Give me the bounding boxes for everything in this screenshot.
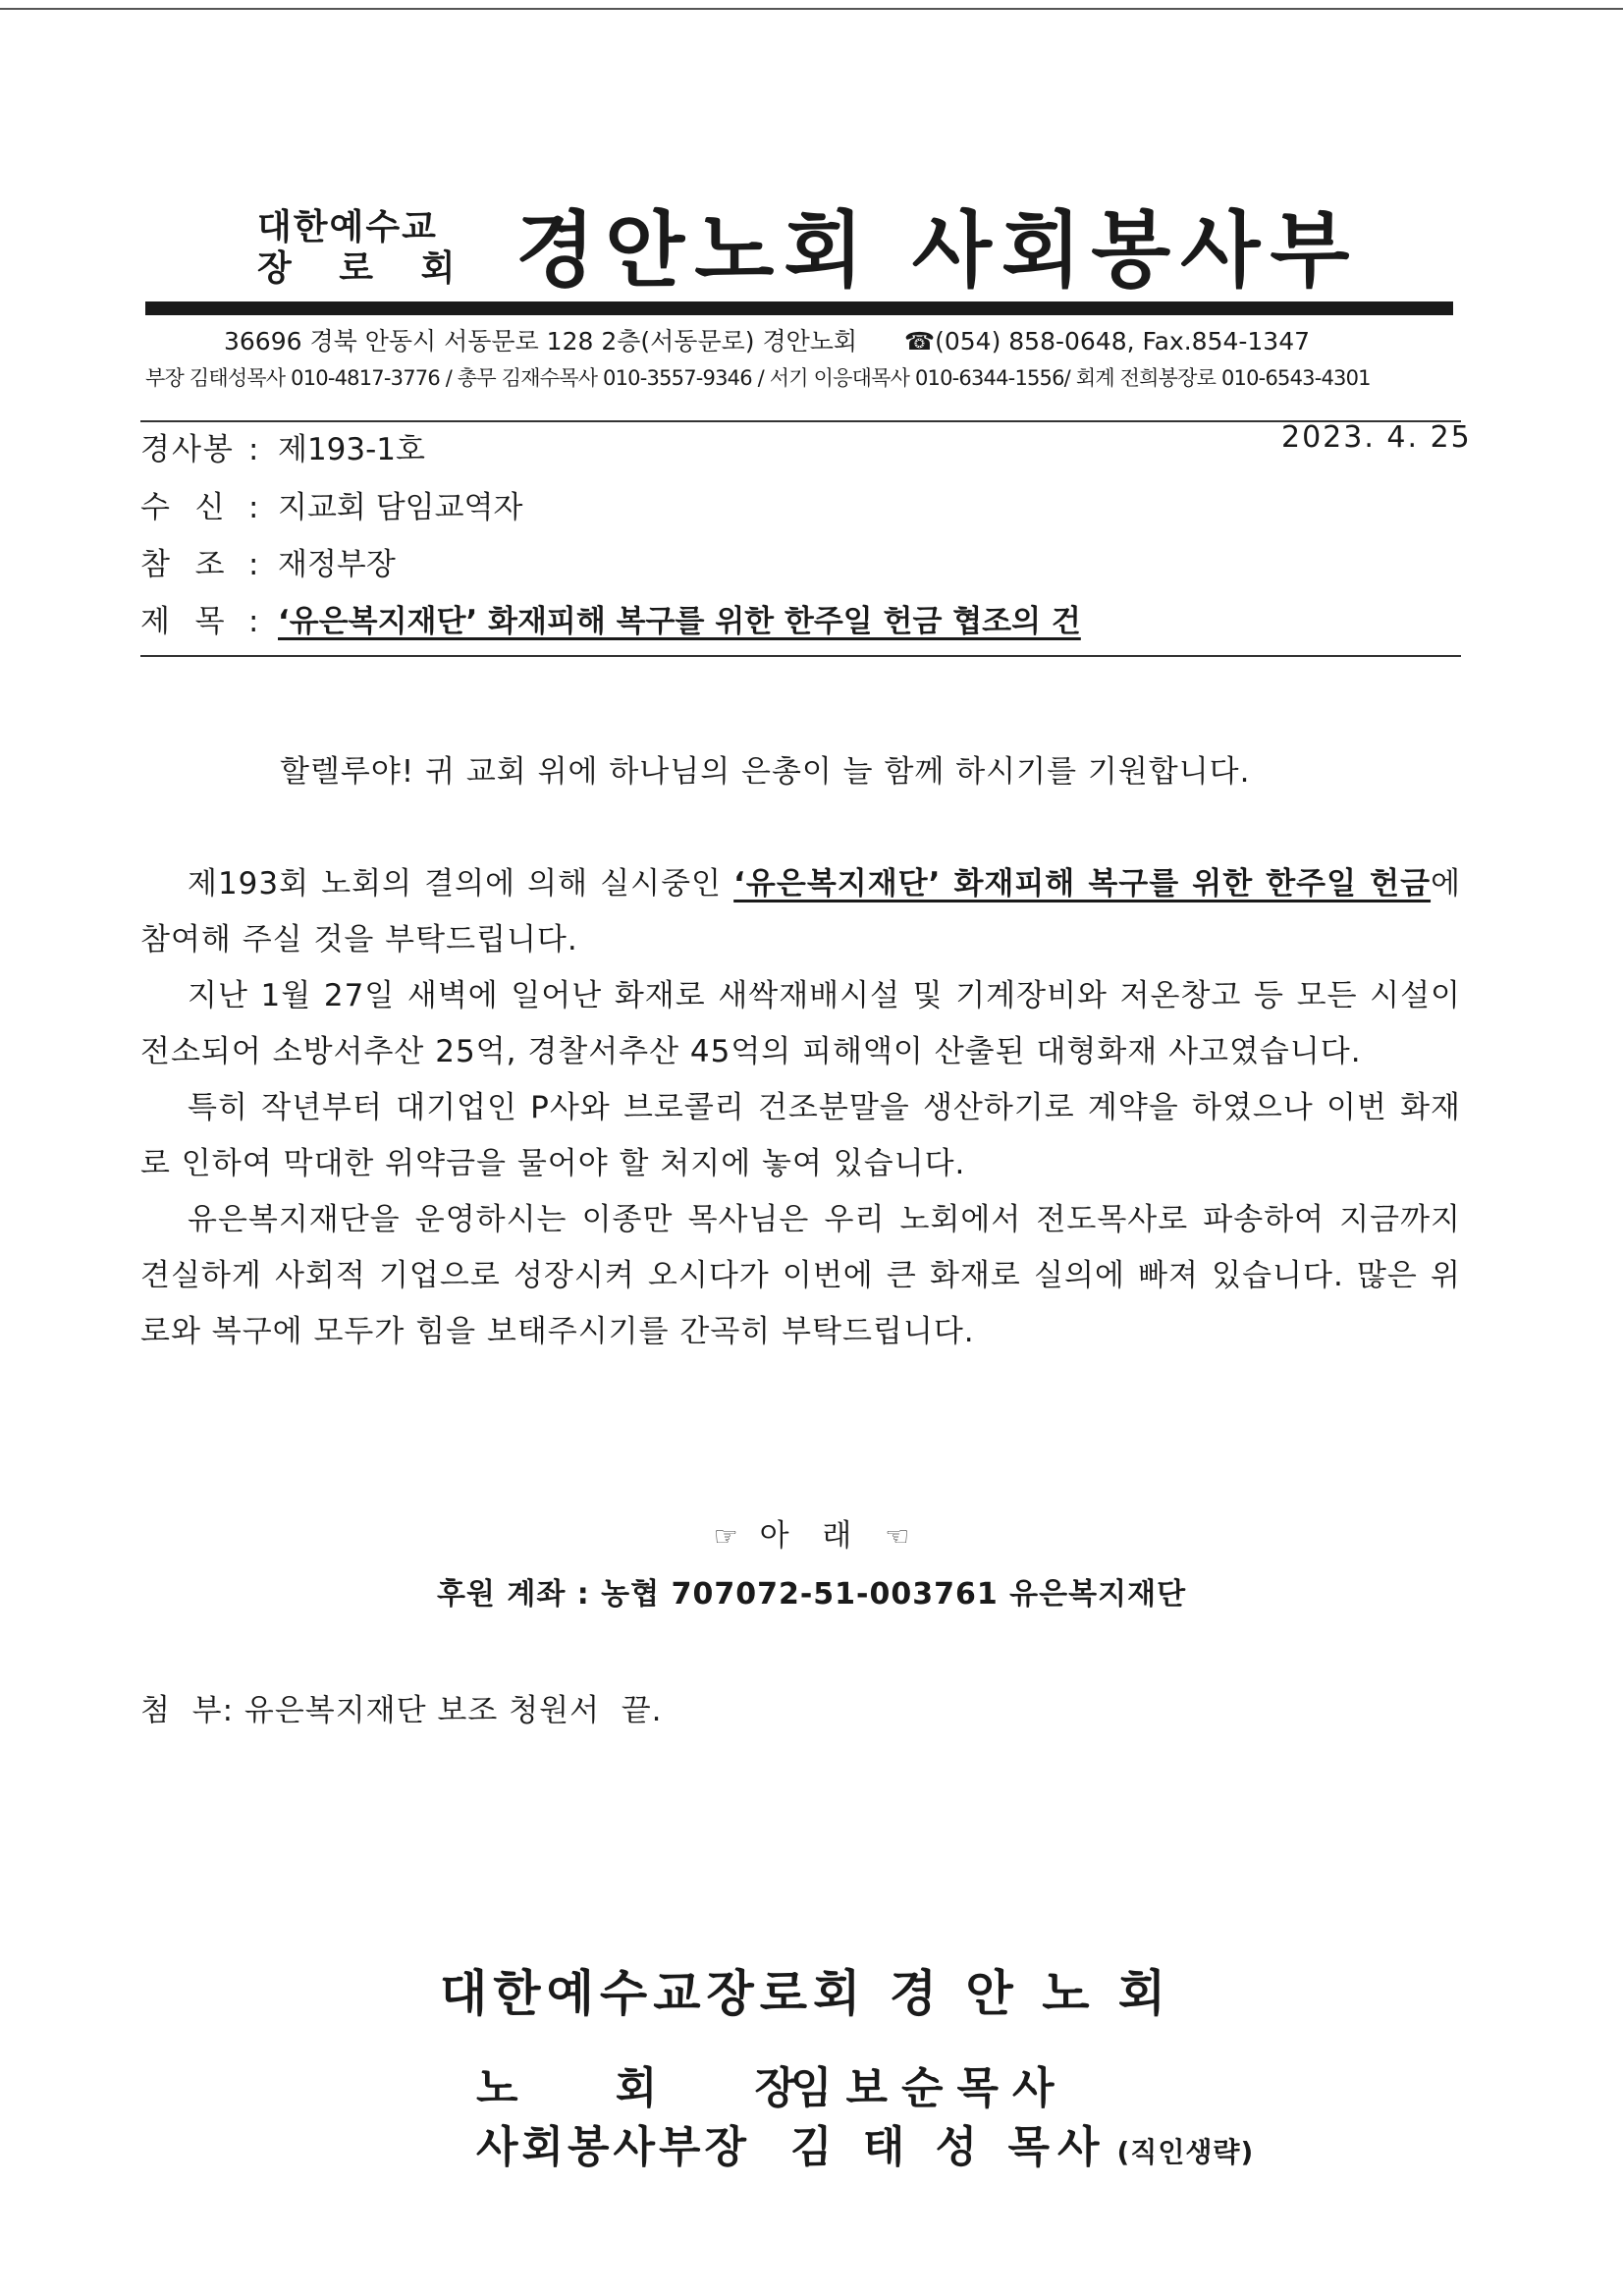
reference-label: 참 조 [140,547,227,582]
recipient-row [140,488,522,527]
p1-pre: 제193회 노회의 결의에 의해 실시중인 [188,866,734,902]
meta-top-divider [140,420,1461,422]
phone-fax: ☎(054) 858-0648, Fax.854-1347 [903,327,1311,355]
org-name-line2: 장 로 회 [257,248,473,289]
below-heading [0,1510,1623,1555]
p1-post: 에 참여해 주실 것을 부탁드립니다. [140,866,1462,957]
meta-bottom-divider [140,655,1461,657]
document-date: 2023. 4. 25 [1281,420,1472,455]
colon: : [248,547,259,582]
org-name-line1: 대한예수교 [257,207,438,247]
colon: : [248,604,259,639]
header-divider [145,301,1453,315]
bank-account: 후원 계좌 : 농협 707072-51-003761 유은복지재단 [436,1577,1187,1612]
below-label: 아 래 [759,1518,864,1554]
moderator-name: 임보순목사 [790,2063,1068,2113]
signature-department-head [476,2111,1254,2174]
doc-number-row [140,430,425,469]
body-paragraphs [140,856,1461,1360]
subject: ‘유은복지재단’ 화재피해 복구를 위한 한주일 헌금 협조의 건 [278,604,1081,639]
hand-pointing-right-icon: ☞ [713,1520,738,1553]
paragraph-1 [140,856,1461,968]
p1-emphasis: ‘유은복지재단’ 화재피해 복구를 위한 한주일 헌금 [733,866,1432,902]
page-title: 경안노회 사회봉사부 [515,202,1360,299]
attachment-line: 첨 부: 유은복지재단 보조 청원서 끝. [140,1693,663,1728]
seal-omitted-note: (직인생략) [1116,2136,1255,2168]
doc-number-label: 경사봉 [140,432,235,467]
paragraph-4: 유은복지재단을 운영하시는 이종만 목사님은 우리 노회에서 전도목사로 파송하여 지금까지 견실하게 사회적 기업으로 성장시켜 오시다가 이번에 큰 화재로 실의에 빠져 있습니다. 많은 위로와 복구에 모두가 힘을 보태주시기를 간곡히 부탁드립니다. [140,1202,1461,1349]
subject-label: 제 목 [140,604,227,639]
department-head-name: 김 태 성 목사 [790,2122,1108,2172]
address-text: 36696 경북 안동시 서동문로 128 2층(서동문로) 경안노회 [224,327,858,355]
recipient-label: 수 신 [140,490,227,525]
signature-moderator [476,2052,1068,2115]
moderator-role: 노 회 장 [476,2063,839,2113]
colon: : [248,432,259,467]
top-border-line [0,8,1623,10]
doc-number: 제193-1호 [278,432,425,467]
staff-contacts: 부장 김태성목사 010-4817-3776 / 총무 김재수목사 010-3557-9346 / 서기 이응대목사 010-6344-1556/ 회계 전희봉장로 010-6543-4301 [145,366,1371,390]
paragraph-2: 지난 1월 27일 새벽에 일어난 화재로 새싹재배시설 및 기계장비와 저온창고 등 모든 시설이 전소되어 소방서추산 25억, 경찰서추산 45억의 피해액이 산출된 대형화재 사고였습니다. [140,978,1461,1069]
hand-pointing-left-icon: ☜ [885,1520,910,1553]
reference-row [140,545,396,584]
paragraph-3: 특히 작년부터 대기업인 P사와 브로콜리 건조분말을 생산하기로 계약을 하였으나 이번 화재로 인하여 막대한 위약금을 물어야 할 처지에 놓여 있습니다. [140,1090,1461,1181]
address-line [224,324,1310,359]
colon: : [248,490,259,525]
subject-row [140,602,1081,641]
recipient: 지교회 담임교역자 [278,490,523,525]
reference: 재정부장 [278,547,396,582]
signature-organization: 대한예수교장로회 경 안 노 회 [440,1965,1172,2022]
greeting: 할렐루야! 귀 교회 위에 하나님의 은총이 늘 함께 하시기를 기원합니다. [280,754,1251,790]
department-head-role: 사회봉사부장 [476,2122,751,2172]
